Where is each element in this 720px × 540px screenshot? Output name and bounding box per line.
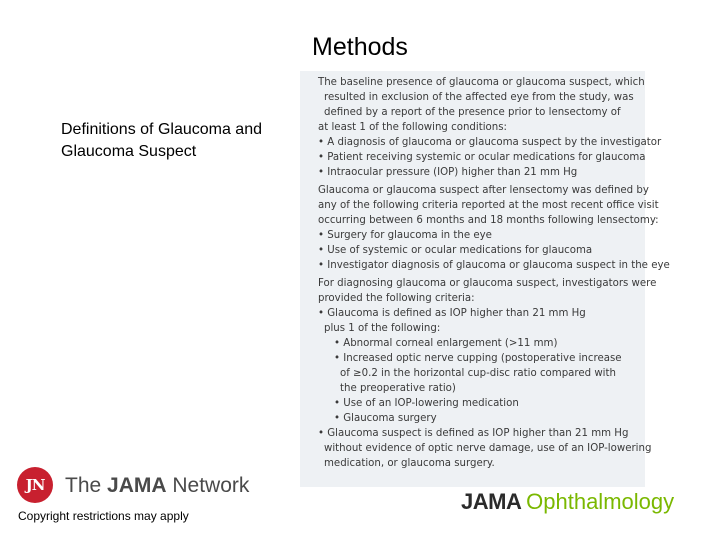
text-line: medication, or glaucoma surgery. — [324, 458, 495, 469]
bullet-item: • Use of systemic or ocular medications for glaucoma — [318, 245, 593, 256]
text-line: resulted in exclusion of the affected eye from the study, was — [324, 92, 634, 103]
section-label-line-1: Definitions of Glaucoma and — [61, 121, 262, 138]
text-line: occurring between 6 months and 18 months following lensectomy: — [318, 215, 659, 226]
journal-name-ophthalmology: Ophthalmology — [526, 489, 675, 514]
jama-network-logo — [17, 467, 250, 505]
text-line: Glaucoma or glaucoma suspect after lensectomy was defined by — [318, 185, 649, 196]
baseline-paragraph — [318, 75, 662, 180]
bullet-item: • Investigator diagnosis of glaucoma or glaucoma suspect in the eye — [318, 260, 670, 271]
text-line: The baseline presence of glaucoma or glaucoma suspect, which — [318, 77, 645, 88]
text-line: at least 1 of the following conditions: — [318, 122, 507, 133]
sub-bullet-item: • Glaucoma surgery — [334, 413, 437, 424]
wordmark-pre: The — [65, 474, 108, 497]
diagnosis-criteria-paragraph — [318, 276, 657, 471]
journal-logo — [461, 488, 674, 516]
sub-bullet-item: • Increased optic nerve cupping (postoperative increase — [334, 353, 622, 364]
wordmark-bold: JAMA — [107, 474, 167, 497]
text-line: For diagnosing glaucoma or glaucoma suspect, investigators were — [318, 278, 657, 289]
slide-title: Methods — [312, 33, 408, 61]
jn-logo-icon: JN — [17, 467, 53, 503]
bullet-item: • Glaucoma is defined as IOP higher than 21 mm Hg — [318, 308, 586, 319]
text-line: any of the following criteria reported at the most recent office visit — [318, 200, 659, 211]
wordmark-post: Network — [166, 474, 250, 497]
section-label — [61, 119, 301, 163]
sub-bullet-item: • Use of an IOP-lowering medication — [334, 398, 519, 409]
text-line: of ≥0.2 in the horizontal cup-disc ratio compared with — [340, 368, 616, 379]
bullet-item: • A diagnosis of glaucoma or glaucoma suspect by the investigator — [318, 137, 662, 148]
bullet-item: • Intraocular pressure (IOP) higher than 21 mm Hg — [318, 167, 578, 178]
definitions-panel — [300, 71, 670, 487]
after-lensectomy-paragraph — [318, 183, 670, 273]
sub-bullet-item: • Abnormal corneal enlargement (>11 mm) — [334, 338, 558, 349]
bullet-item: • Patient receiving systemic or ocular medications for glaucoma — [318, 152, 646, 163]
bullet-item: • Surgery for glaucoma in the eye — [318, 230, 492, 241]
copyright-notice: Copyright restrictions may apply — [18, 509, 189, 523]
text-line: defined by a report of the presence prior to lensectomy of — [324, 107, 621, 118]
jama-network-wordmark — [65, 473, 249, 499]
section-label-line-2: Glaucoma Suspect — [61, 143, 197, 160]
text-line: plus 1 of the following: — [324, 323, 441, 334]
text-line: provided the following criteria: — [318, 293, 475, 304]
journal-name-jama: JAMA — [461, 489, 527, 514]
text-line: the preoperative ratio) — [340, 383, 456, 394]
text-line: without evidence of optic nerve damage, use of an IOP-lowering — [324, 443, 652, 454]
bullet-item: • Glaucoma suspect is defined as IOP higher than 21 mm Hg — [318, 428, 629, 439]
